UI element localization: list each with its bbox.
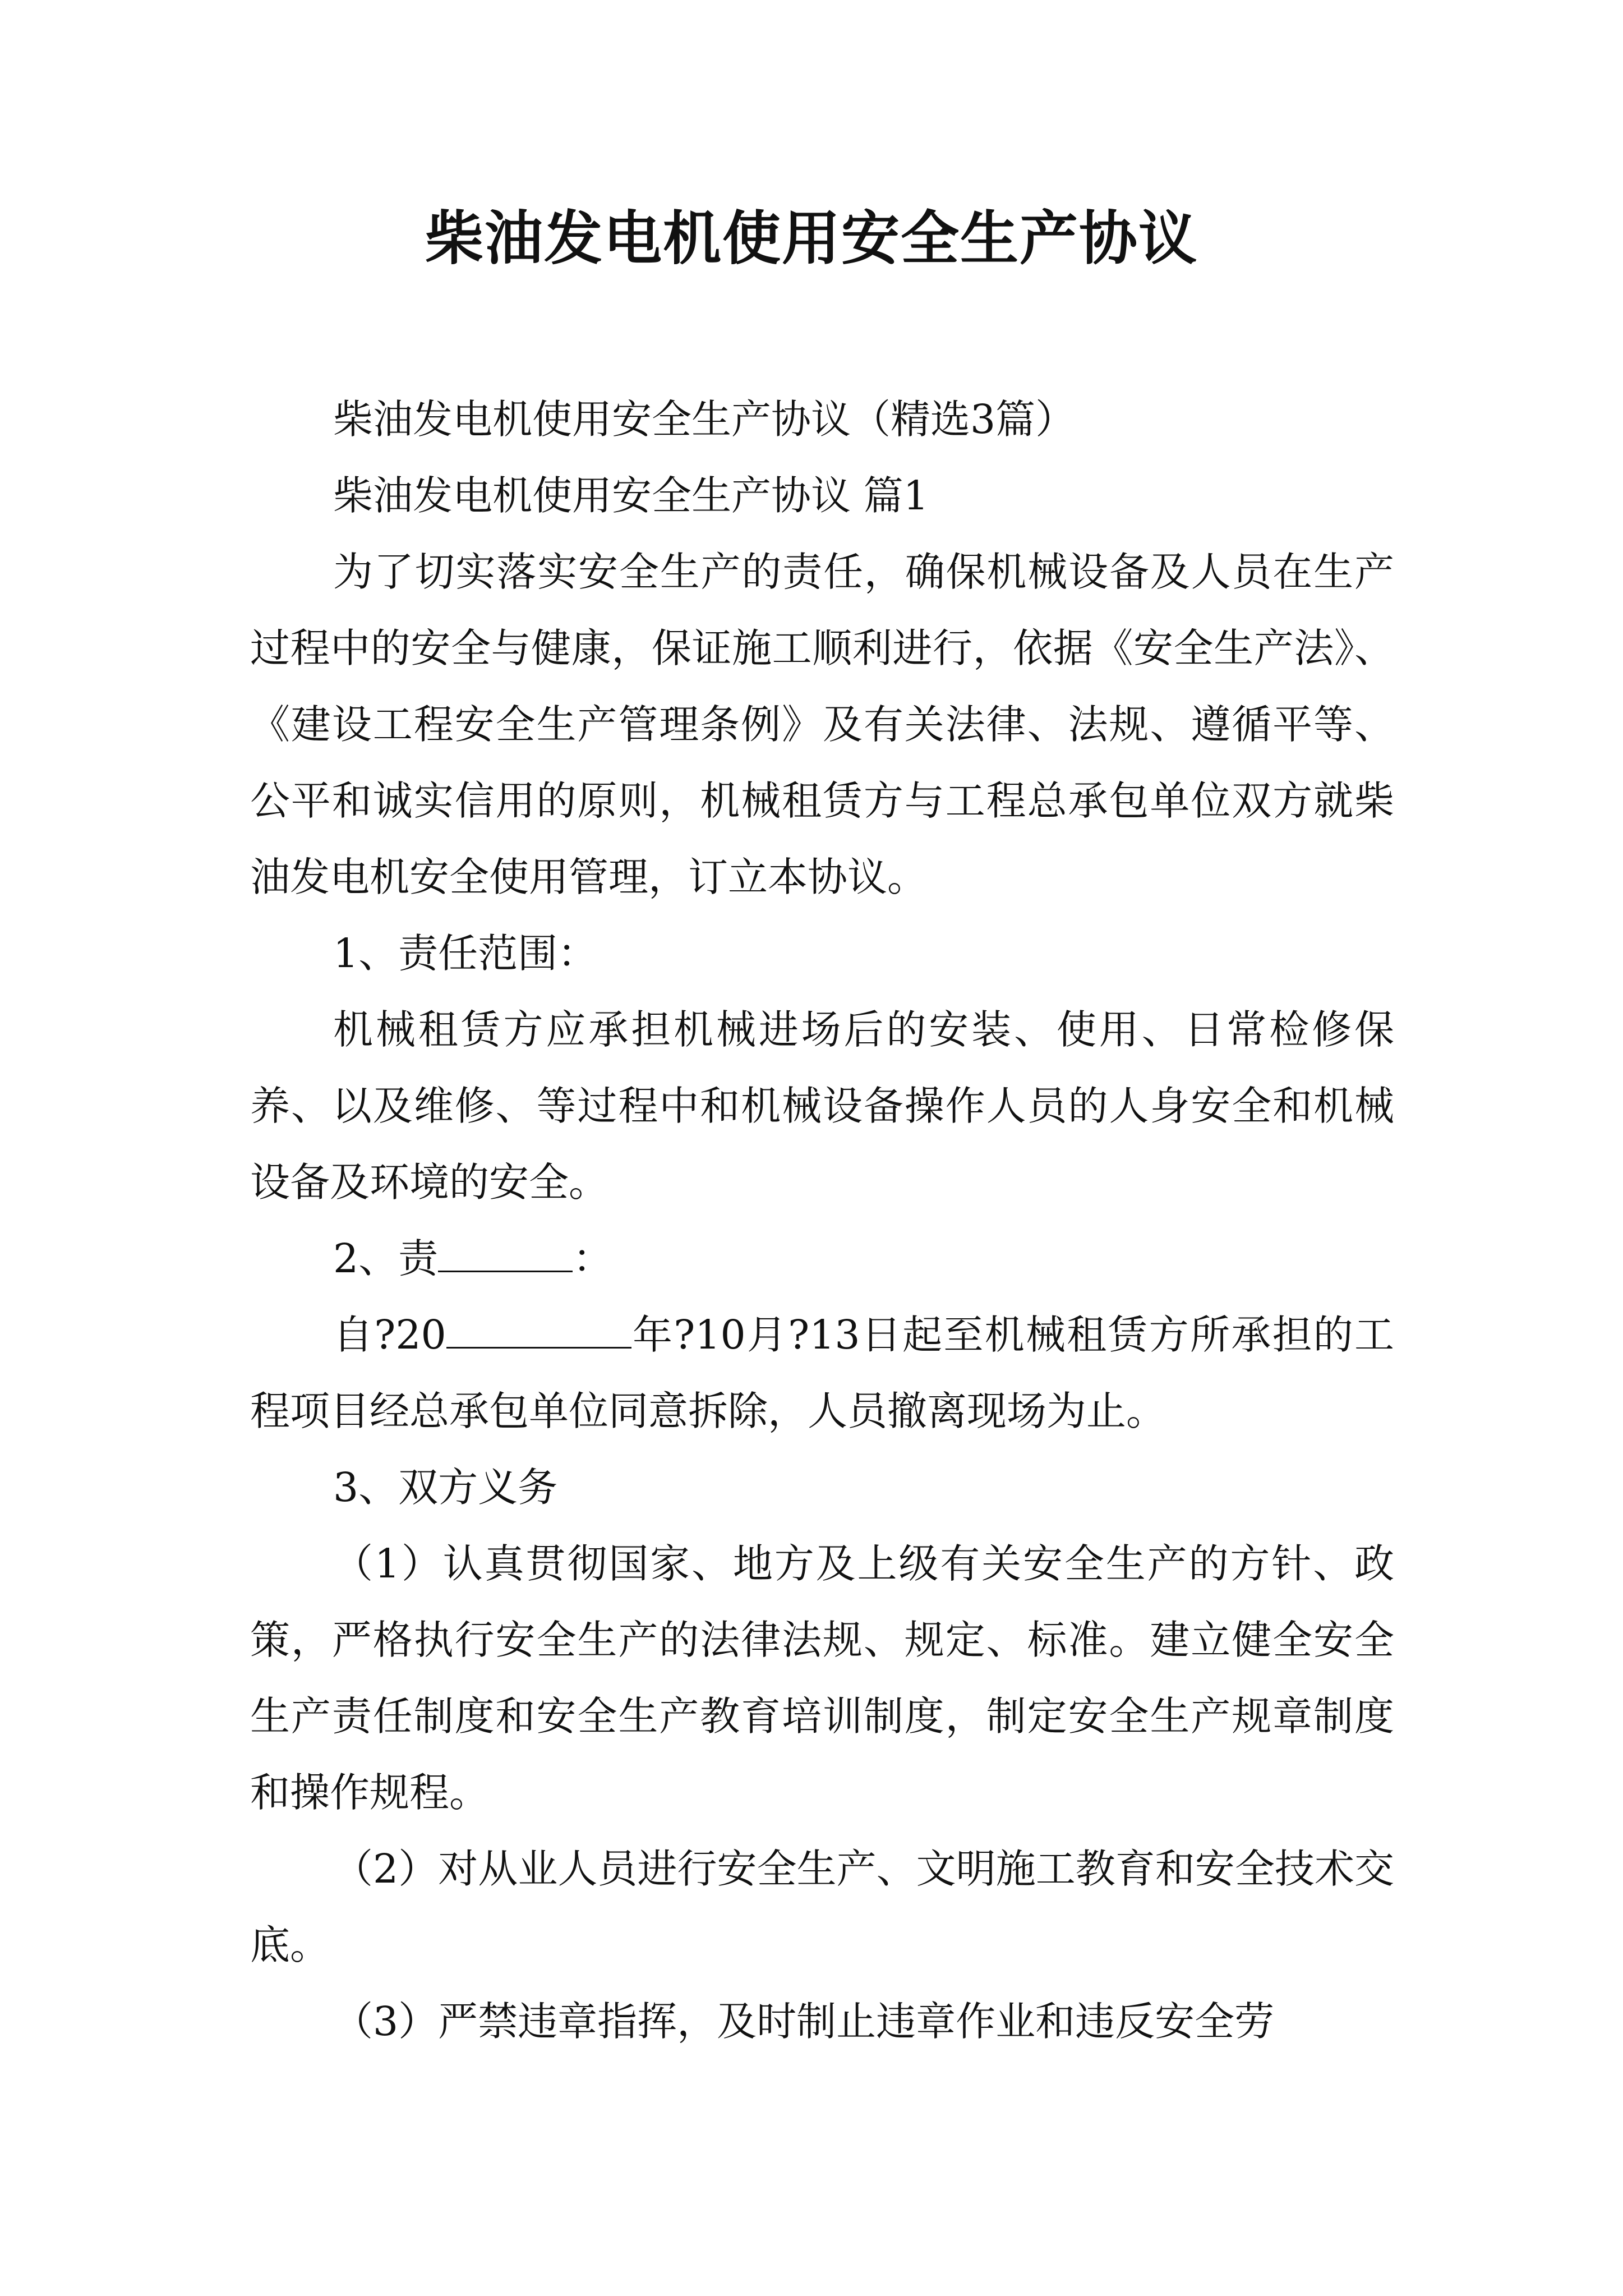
clause2-heading	[250, 1221, 1394, 1297]
clause2-heading-prefix: 2、责	[333, 1235, 439, 1282]
blank-line	[446, 1315, 631, 1349]
clause3-heading: 3、双方义务	[333, 1464, 558, 1511]
intro-paragraph: 为了切实落实安全生产的责任，确保机械设备及人员在生产过程中的安全与健康，保证施工顺利进行，依据《安全生产法》、《建设工程安全生产管理条例》及有关法律、法规、遵循平等、公平和诚实信用的原则，机械租赁方与工程总承包单位双方就柴油发电机安全使用管理，订立本协议。	[250, 549, 1394, 900]
clause3-item-2: （2）对从业人员进行安全生产、文明施工教育和安全技术交底。	[250, 1846, 1394, 1968]
clause2-body-suffix: 年?10月?13日起至机械租赁方所承担的工程项目经总承包单位同意拆除，人员撤离现场为止。	[250, 1312, 1394, 1434]
document-title: 柴油发电机使用安全生产协议	[425, 204, 1198, 273]
clause3-item-1: （1）认真贯彻国家、地方及上级有关安全生产的方针、政策，严格执行安全生产的法律法规、规定、标准。建立健全安全生产责任制度和安全生产教育培训制度，制定安全生产规章制度和操作规程。	[250, 1540, 1394, 1816]
clause1-body: 机械租赁方应承担机械进场后的安装、使用、日常检修保养、以及维修、等过程中和机械设备操作人员的人身安全和机械设备及环境的安全。	[250, 1006, 1394, 1205]
clause3-item-3: （3）严禁违章指挥，及时制止违章作业和违反安全劳	[333, 1998, 1275, 2045]
blank-line	[438, 1239, 573, 1272]
clause2-body-prefix: 自?20	[333, 1312, 446, 1358]
clause2-body	[250, 1297, 1394, 1450]
document-subtitle: 柴油发电机使用安全生产协议（精选3篇）	[333, 396, 1076, 443]
clause2-heading-suffix: ：	[573, 1235, 613, 1282]
section-heading: 柴油发电机使用安全生产协议 篇1	[333, 472, 929, 519]
document-body	[250, 381, 1394, 2060]
clause1-heading: 1、责任范围：	[333, 930, 598, 977]
